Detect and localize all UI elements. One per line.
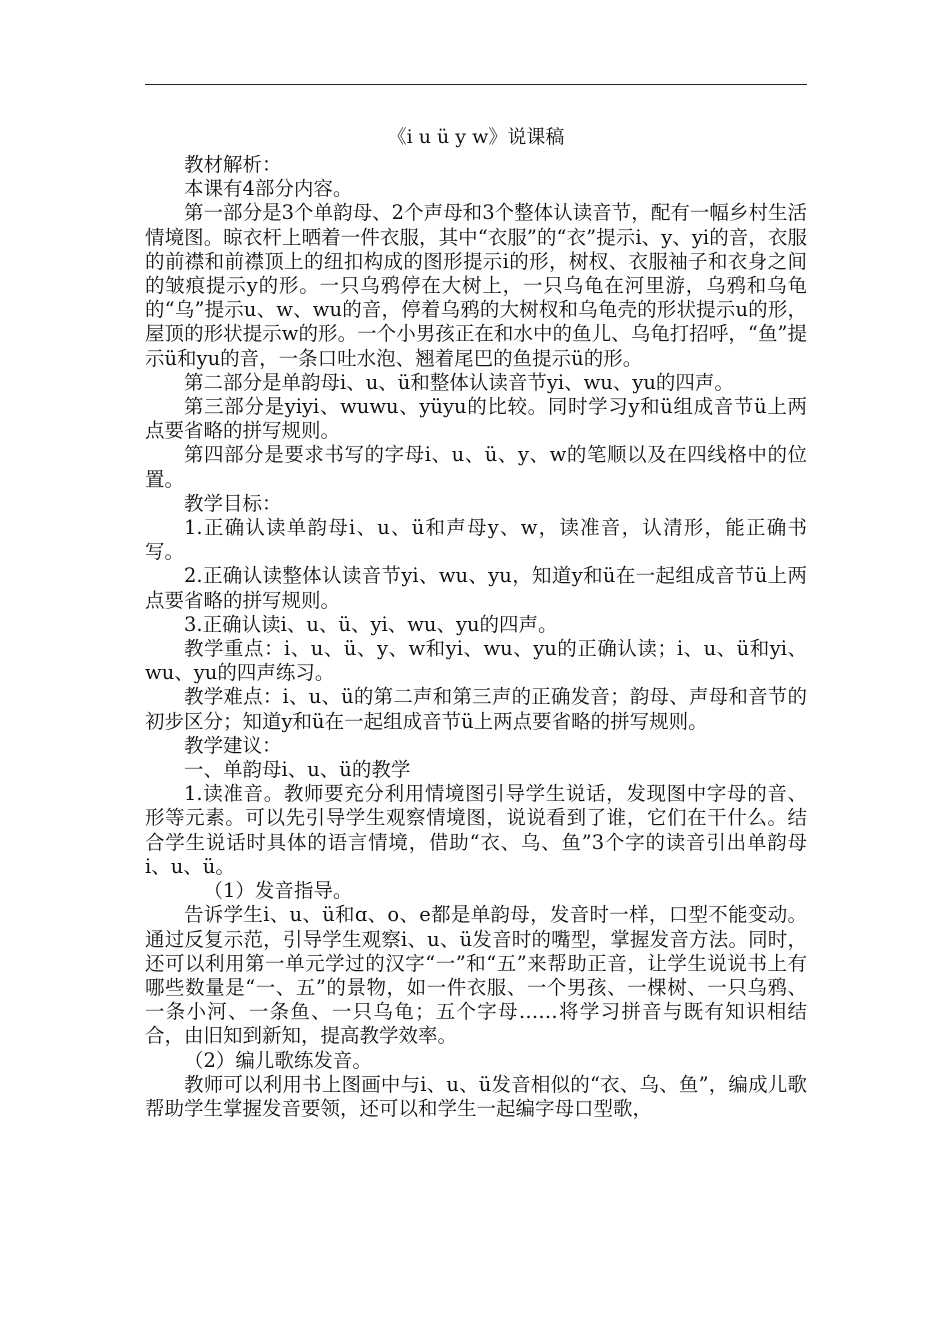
header-rule bbox=[145, 84, 807, 85]
document-body bbox=[145, 122, 807, 1121]
paragraph: 1.读准音。教师要充分利用情境图引导学生说话，发现图中字母的音、形等元素。可以先引导学生观察情境图，说说看到了谁，它们在干什么。结合学生说话时具体的语言情境，借助“衣、乌、鱼”3个字的读音引出单韵母i、u、ü。 bbox=[145, 782, 807, 878]
paragraph: 3.正确认读i、u、ü、yi、wu、yu的四声。 bbox=[184, 612, 558, 636]
paragraph: 教师可以利用书上图画中与i、u、ü发音相似的“衣、乌、鱼”，编成儿歌帮助学生掌握发音要领，还可以和学生一起编字母口型歌， bbox=[145, 1072, 807, 1120]
paragraph: 教材解析： bbox=[184, 153, 282, 176]
paragraph: 教学重点：i、u、ü、y、w和yi、wu、yu的正确认读；i、u、ü和yi、wu、yu的四声练习。 bbox=[145, 637, 807, 685]
paragraph: 第二部分是单韵母i、u、ü和整体认读音节yi、wu、yu的四声。 bbox=[184, 370, 734, 394]
paragraph: 第一部分是3个单韵母、2个声母和3个整体认读音节，配有一幅乡村生活情境图。晾衣杆上晒着一件衣服，其中“衣服”的“衣”提示i、y、yi的音，衣服的前襟和前襟顶上的纽扣构成的图形提示i的形，树杈、衣服袖子和衣身之间的皱痕提示y的形。一只乌鸦停在大树上，一只乌龟在河里游，乌鸦和乌龟的“乌”提示u、w、wu的音，停着乌鸦的大树杈和乌龟壳的形状提示u的形，屋顶的形状提示w的形。一个小男孩正在和水中的鱼儿、乌龟打招呼，“鱼”提示ü和yu的音，一条口吐水泡、翘着尾巴的鱼提示ü的形。 bbox=[145, 201, 807, 370]
paragraph: 教学建议： bbox=[184, 733, 282, 757]
paragraph: 一、单韵母i、u、ü的教学 bbox=[184, 758, 411, 782]
paragraph: 第四部分是要求书写的字母i、u、ü、y、w的笔顺以及在四线格中的位置。 bbox=[145, 443, 807, 491]
paragraph: 2.正确认读整体认读音节yi、wu、yu，知道y和ü在一起组成音节ü上两点要省略的拼写规则。 bbox=[145, 564, 807, 612]
paragraph: 告诉学生i、u、ü和ɑ、o、e都是单韵母，发音时一样，口型不能变动。通过反复示范，引导学生观察i、u、ü发音时的嘴型，掌握发音方法。同时，还可以利用第一单元学过的汉字“一”和“五”来帮助正音，让学生说说书上有哪些数量是“一、五”的景物，如一件衣服、一个男孩、一棵树、一只乌鸦、一条小河、一条鱼、一只乌龟；五个字母……将学习拼音与既有知识相结合，由旧知到新知，提高教学效率。 bbox=[145, 903, 807, 1048]
paragraph: 第三部分是yiyi、wuwu、yüyu的比较。同时学习y和ü组成音节ü上两点要省略的拼写规则。 bbox=[145, 395, 807, 443]
paragraph: 教学难点：i、u、ü的第二声和第三声的正确发音；韵母、声母和音节的初步区分；知道y和ü在一起组成音节ü上两点要省略的拼写规则。 bbox=[145, 685, 807, 733]
document-title: 《i u ü y w》说课稿 bbox=[387, 126, 565, 148]
paragraph: 教学目标： bbox=[184, 491, 282, 515]
paragraph: （2）编儿歌练发音。 bbox=[184, 1048, 372, 1072]
paragraph: 1.正确认读单韵母i、u、ü和声母y、w，读准音，认清形，能正确书写。 bbox=[145, 516, 807, 564]
paragraph-list bbox=[145, 153, 807, 1121]
paragraph: （1）发音指导。 bbox=[203, 879, 353, 903]
paragraph: 本课有4部分内容。 bbox=[184, 177, 353, 201]
